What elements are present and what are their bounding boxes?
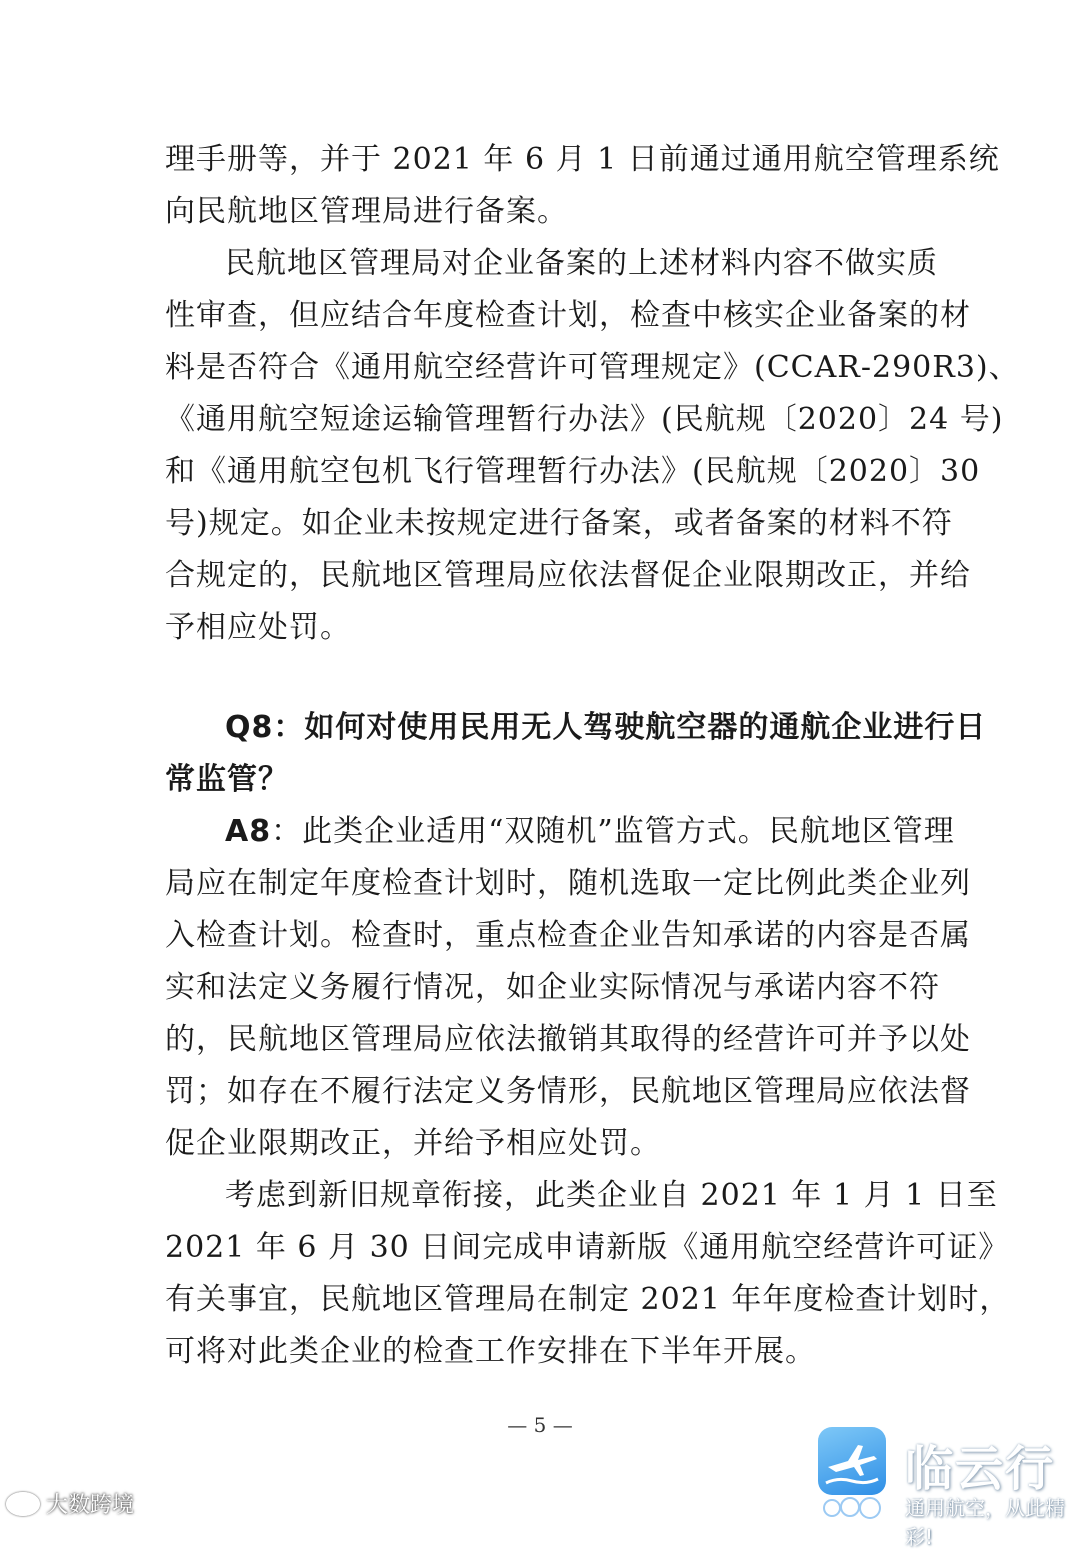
body-line: 有关事宜，民航地区管理局在制定 2021 年年度检查计划时， <box>165 1282 1011 1317</box>
body-line: 向民航地区管理局进行备案。 <box>165 194 568 229</box>
body-line: 号)规定。如企业未按规定进行备案，或者备案的材料不符 <box>165 506 953 541</box>
body-line: 入检查计划。检查时，重点检查企业告知承诺的内容是否属 <box>165 918 971 953</box>
body-line: 局应在制定年度检查计划时，随机选取一定比例此类企业列 <box>165 866 971 901</box>
watermark-text: 大数跨境 <box>46 1493 135 1518</box>
body-line: 和《通用航空包机飞行管理暂行办法》(民航规〔2020〕30 <box>165 454 981 489</box>
body-line: 考虑到新旧规章衔接，此类企业自 2021 年 1 月 1 日至 <box>225 1178 998 1213</box>
airplane-icon <box>818 1427 886 1495</box>
body-line: 理手册等，并于 2021 年 6 月 1 日前通过通用航空管理系统 <box>165 142 1000 177</box>
answer-first-line <box>225 806 955 858</box>
logo-title: 临云行 <box>905 1441 1056 1497</box>
body-line: 的，民航地区管理局应依法撤销其取得的经营许可并予以处 <box>165 1022 971 1057</box>
page-number: — 5 — <box>507 1413 573 1437</box>
body-line: 2021 年 6 月 30 日间完成申请新版《通用航空经营许可证》 <box>165 1230 1010 1265</box>
body-line: 料是否符合《通用航空经营许可管理规定》(CCAR-290R3)、 <box>165 350 1020 385</box>
logo-slogan: 通用航空，从此精彩! <box>905 1496 1065 1549</box>
body-line: 民航地区管理局对企业备案的上述材料内容不做实质 <box>225 246 938 281</box>
body-line: 《通用航空短途运输管理暂行办法》(民航规〔2020〕24 号) <box>165 402 1004 437</box>
body-line: 促企业限期改正，并给予相应处罚。 <box>165 1126 661 1161</box>
question-heading-cont: 常监管？ <box>165 762 289 797</box>
body-line: 可将对此类企业的检查工作安排在下半年开展。 <box>165 1334 816 1369</box>
answer-text: ：此类企业适用“双随机”监管方式。民航地区管理 <box>271 814 955 849</box>
body-line: 性审查，但应结合年度检查计划，检查中核实企业备案的材 <box>165 298 971 333</box>
body-line: 实和法定义务履行情况，如企业实际情况与承诺内容不符 <box>165 970 940 1005</box>
question-heading: Q8：如何对使用民用无人驾驶航空器的通航企业进行日 <box>225 710 987 745</box>
answer-label: A8 <box>225 814 272 849</box>
body-line: 予相应处罚。 <box>165 610 351 645</box>
bubbles-icon <box>822 1493 892 1523</box>
weibo-icon <box>6 1492 40 1516</box>
body-line: 合规定的，民航地区管理局应依法督促企业限期改正，并给 <box>165 558 971 593</box>
watermark <box>6 1488 134 1519</box>
body-line: 罚；如存在不履行法定义务情形，民航地区管理局应依法督 <box>165 1074 971 1109</box>
